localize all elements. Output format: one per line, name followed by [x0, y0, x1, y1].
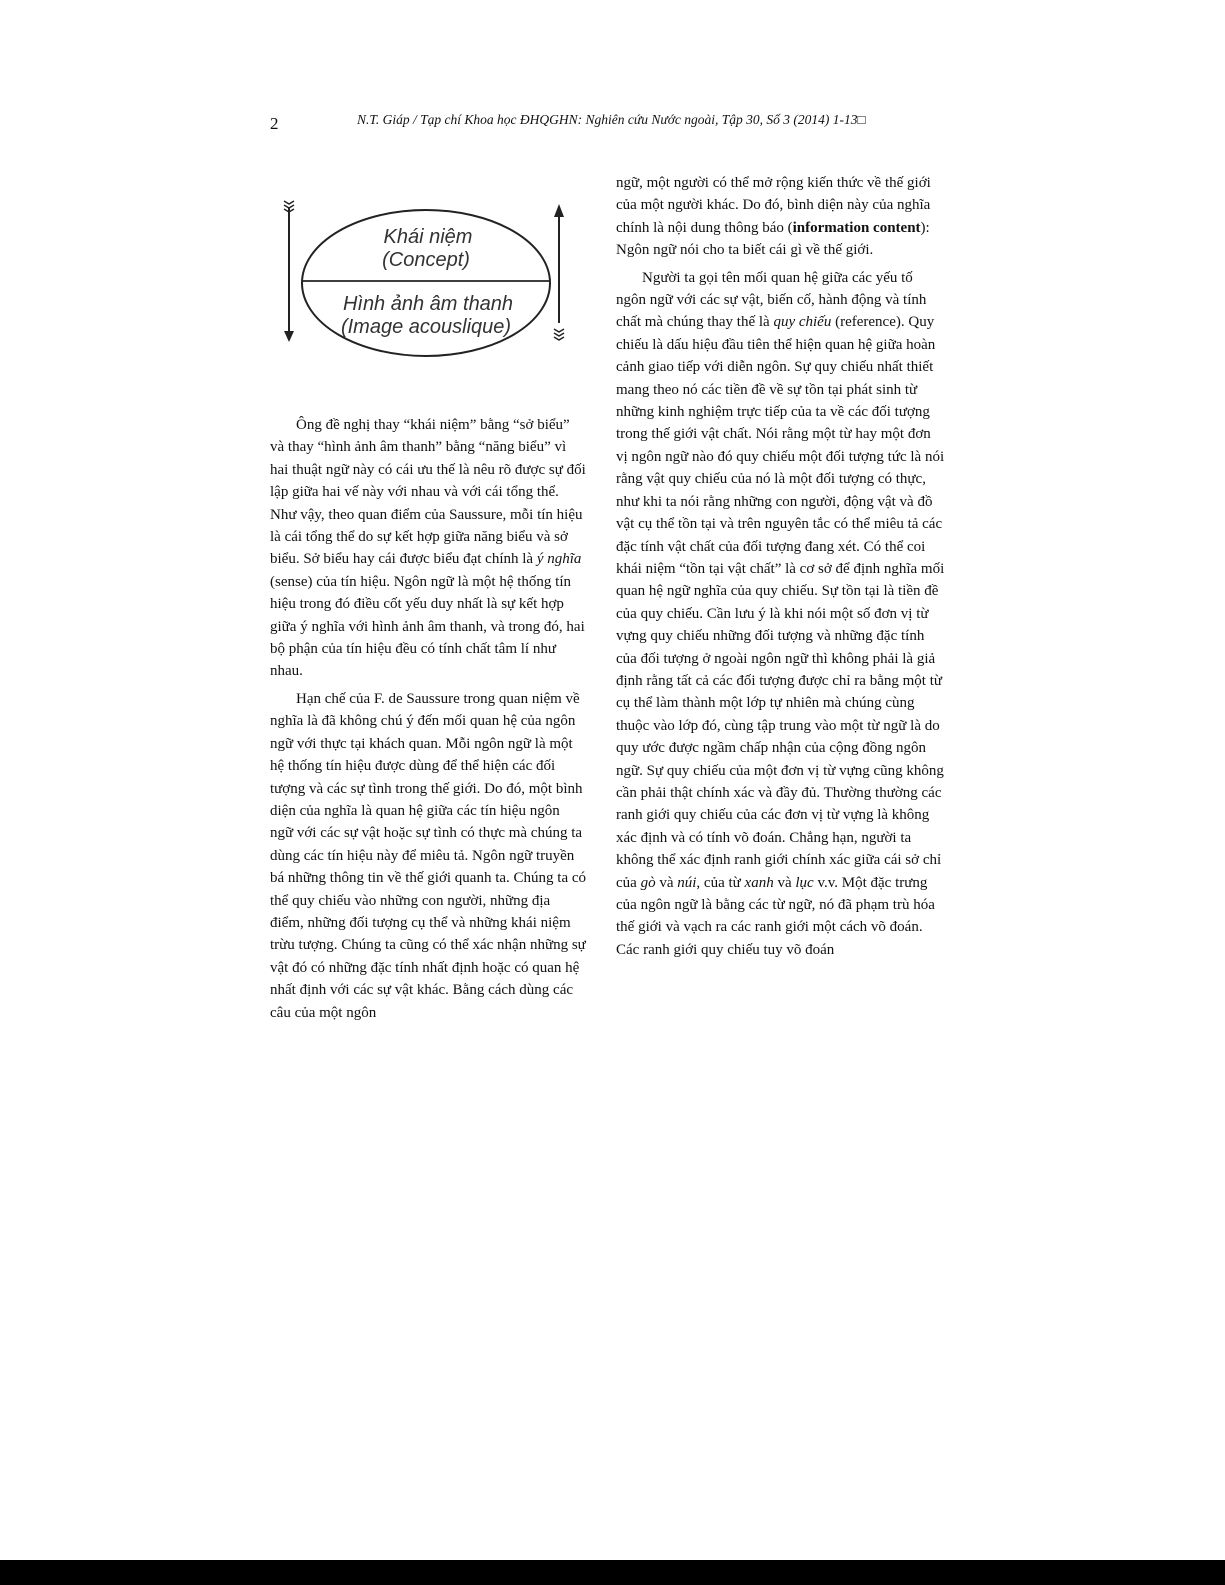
- right-paragraph-2: Người ta gọi tên mối quan hệ giữa các yếu tố ngôn ngữ với các sự vật, biến cố, hành động và tính chất mà chúng thay thế là quy chiếu (reference). Quy chiếu là dấu hiệu đầu tiên thể hiện quan hệ giữa hoàn cảnh giao tiếp với diễn ngôn. Sự quy chiếu nhất thiết mang theo nó các tiền đề về sự tồn tại phát sinh từ những kinh nghiệm trực tiếp của ta về các đối tượng trong thế giới vật chất. Nói rằng một từ hay một đơn vị ngôn ngữ nào đó quy chiếu một đối tượng tức là nói rằng vật quy chiếu của nó là một đối tượng có thực, như khi ta nói rằng những con người, động vật và đồ vật cụ thể tồn tại và trên nguyên tắc có thể miêu tả các đặc tính vật chất của đối tượng đang xét. Có thể coi khái niệm “tồn tại vật chất” là cơ sở để định nghĩa mối quan hệ ngữ nghĩa của quy chiếu. Sự tồn tại là tiền đề của quy chiếu. Cần lưu ý là khi nói một số đơn vị từ vựng quy chiếu những đối tượng và những đặc tính của đối tượng ở ngoài ngôn ngữ thì không phải là giả định rằng tất cả các đối tượng được chỉ ra bằng một từ cụ thể làm thành một lớp tự nhiên mà chúng cùng thuộc vào lớp đó, cùng tập trung vào một từ ngữ là do quy ước được ngầm chấp nhận của cộng đồng ngôn ngữ. Sự quy chiếu của một đơn vị từ vựng cũng không cần phải thật chính xác và đầy đủ. Thường thường các ranh giới quy chiếu của các đơn vị từ vựng là không xác định và có tính võ đoán. Chẳng hạn, người ta không thể xác định ranh giới chính xác giữa cái sở chỉ của gò và núi, của từ xanh và lục v.v. Một đặc trưng của ngôn ngữ là bằng các từ ngữ, nó đã phạm trù hóa thế giới và vạch ra các ranh giới một cách võ đoán. Các ranh giới quy chiếu tuy võ đoán: [616, 269, 945, 958]
- page-number: 2: [270, 114, 279, 133]
- left-arrowhead: [284, 331, 294, 342]
- right-column: [616, 172, 946, 966]
- concept-label-fr: (Concept): [382, 249, 470, 271]
- running-header: N.T. Giáp / Tạp chí Khoa học ĐHQGHN: Nghiên cứu Nước ngoài, Tập 30, Số 3 (2014) 1-13□: [357, 112, 866, 127]
- concept-label-vi: Khái niệm: [383, 226, 473, 248]
- right-wave-mark: [554, 329, 564, 340]
- sound-image-label-fr: (Image acouslique): [340, 316, 512, 338]
- right-paragraph-1: ngữ, một người có thể mở rộng kiến thức về thế giới của một người khác. Do đó, bình diện này của nghĩa chính là nội dung thông báo (information content): Ngôn ngữ nói cho ta biết cái gì về thế giới.: [616, 175, 931, 259]
- right-arrowhead: [554, 204, 564, 217]
- left-column: [270, 414, 586, 1029]
- left-paragraph-1: Ông đề nghị thay “khái niệm” bằng “sở biểu” và thay “hình ảnh âm thanh” bằng “năng biểu” vì hai thuật ngữ này có cái ưu thế là nêu rõ được sự đối lập giữa hai vế này với nhau và với cái tổng thể. Như vậy, theo quan điểm của Saussure, mỗi tín hiệu là cái tổng thể do sự kết hợp giữa năng biểu và sở biểu. Sở biểu hay cái được biểu đạt chính là ý nghĩa (sense) của tín hiệu. Ngôn ngữ là một hệ thống tín hiệu trong đó điều cốt yếu duy nhất là sự kết hợp giữa ý nghĩa với hình ảnh âm thanh, và trong đó, hai bộ phận của tín hiệu đều có tính chất tâm lí như nhau.: [270, 417, 586, 680]
- sound-image-label-vi: Hình ảnh âm thanh: [342, 293, 514, 315]
- left-paragraph-2: Hạn chế của F. de Saussure trong quan niệm về nghĩa là đã không chú ý đến mối quan hệ của ngôn ngữ với thực tại khách quan. Mỗi ngôn ngữ là một hệ thống tín hiệu được dùng để thể hiện các đối tượng và các sự tình trong thế giới. Do đó, một bình diện của nghĩa là quan hệ giữa các tín hiệu ngôn ngữ với các sự vật hoặc sự tình có thực mà chúng ta dùng các tín hiệu này để miêu tả. Ngôn ngữ truyền bá những thông tin về thế giới quanh ta. Chúng ta có thể quy chiếu vào những con người, những địa điểm, những đối tượng cụ thể và những khái niệm trừu tượng. Chúng ta cũng có thể xác nhận những sự vật đó có những đặc tính nhất định hoặc có quan hệ nhất định với các sự vật khác. Bằng cách dùng các câu của một ngôn: [270, 690, 587, 1021]
- saussure-sign-diagram: [276, 195, 576, 365]
- bottom-border-bar: [0, 1560, 1225, 1585]
